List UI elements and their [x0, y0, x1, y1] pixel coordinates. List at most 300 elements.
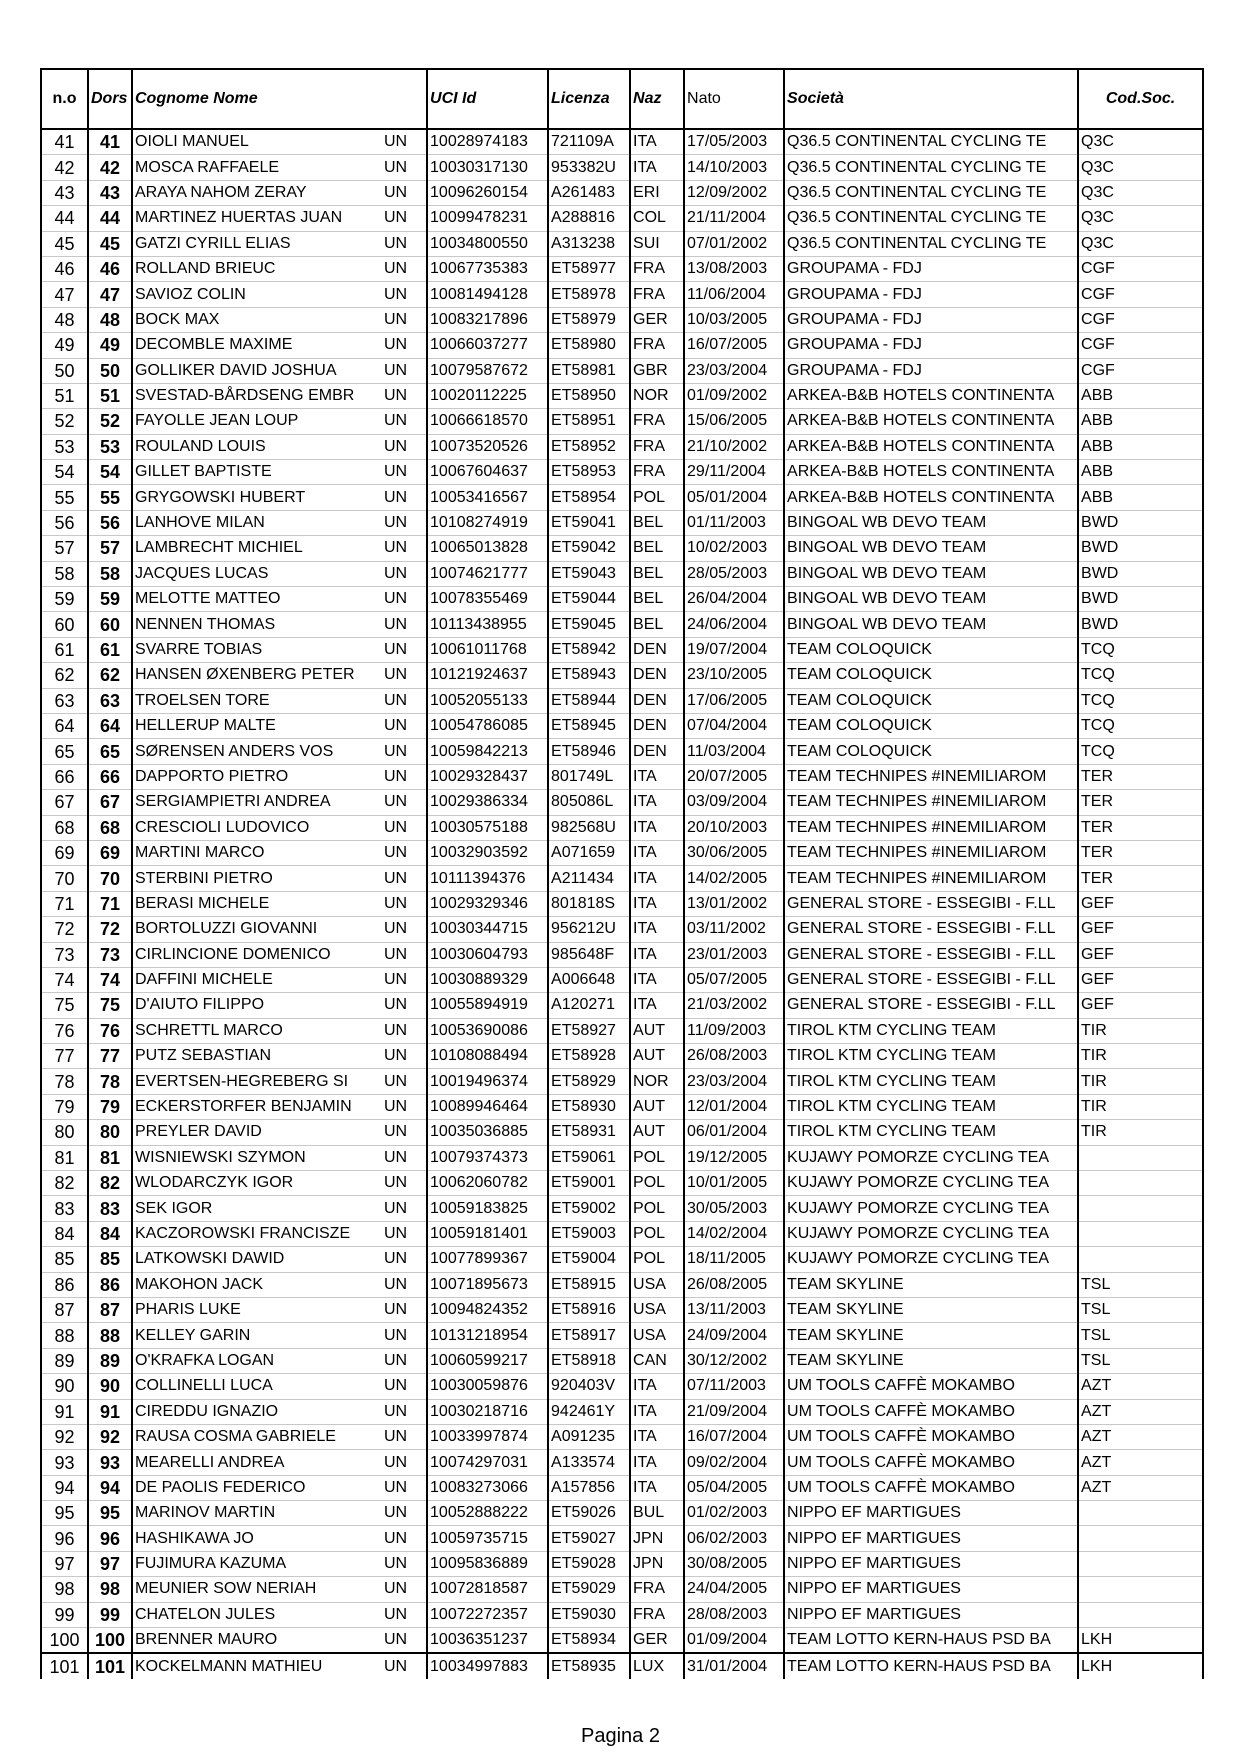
cell-naz: ITA — [630, 1450, 684, 1475]
cell-naz: AUT — [630, 1120, 684, 1145]
cell-category: UN — [382, 1399, 427, 1424]
cell-nato: 19/12/2005 — [684, 1145, 784, 1170]
cell-naz: ITA — [630, 155, 684, 180]
cell-societa: BINGOAL WB DEVO TEAM — [784, 561, 1078, 586]
cell-cod-soc: TCQ — [1078, 637, 1203, 662]
cell-cod-soc: GEF — [1078, 917, 1203, 942]
cell-naz: ITA — [630, 129, 684, 155]
table-row — [41, 333, 1203, 358]
table-row — [41, 1653, 1203, 1678]
table-row — [41, 1247, 1203, 1272]
cell-dors: 96 — [88, 1526, 132, 1551]
cell-naz: DEN — [630, 739, 684, 764]
cell-societa: GENERAL STORE - ESSEGIBI - F.LL — [784, 993, 1078, 1018]
cell-name: BERASI MICHELE — [132, 891, 382, 916]
cell-no: 99 — [41, 1602, 88, 1627]
cell-uci-id: 10059842213 — [427, 739, 548, 764]
cell-licenza: ET58979 — [548, 307, 630, 332]
table-row — [41, 510, 1203, 535]
cell-naz: JPN — [630, 1526, 684, 1551]
cell-dors: 59 — [88, 587, 132, 612]
cell-category: UN — [382, 967, 427, 992]
cell-category: UN — [382, 739, 427, 764]
cell-naz: POL — [630, 1171, 684, 1196]
cell-dors: 49 — [88, 333, 132, 358]
cell-no: 65 — [41, 739, 88, 764]
cell-category: UN — [382, 1323, 427, 1348]
cell-licenza: A120271 — [548, 993, 630, 1018]
cell-naz: POL — [630, 1145, 684, 1170]
cell-nato: 30/06/2005 — [684, 840, 784, 865]
cell-nato: 01/09/2002 — [684, 383, 784, 408]
cell-name: WISNIEWSKI SZYMON — [132, 1145, 382, 1170]
cell-societa: GENERAL STORE - ESSEGIBI - F.LL — [784, 942, 1078, 967]
cell-nato: 23/10/2005 — [684, 663, 784, 688]
cell-no: 95 — [41, 1501, 88, 1526]
cell-no: 96 — [41, 1526, 88, 1551]
cell-no: 66 — [41, 764, 88, 789]
cell-cod-soc: ABB — [1078, 409, 1203, 434]
cell-societa: TEAM TECHNIPES #INEMILIAROM — [784, 840, 1078, 865]
cell-dors: 80 — [88, 1120, 132, 1145]
cell-cod-soc: TER — [1078, 840, 1203, 865]
cell-nato: 24/09/2004 — [684, 1323, 784, 1348]
cell-naz: FRA — [630, 434, 684, 459]
cell-licenza: ET58953 — [548, 460, 630, 485]
table-row — [41, 256, 1203, 281]
cell-uci-id: 10071895673 — [427, 1272, 548, 1297]
cell-naz: NOR — [630, 383, 684, 408]
cell-cod-soc: TSL — [1078, 1297, 1203, 1322]
cell-category: UN — [382, 1602, 427, 1627]
cell-cod-soc: TER — [1078, 866, 1203, 891]
cell-dors: 66 — [88, 764, 132, 789]
cell-no: 70 — [41, 866, 88, 891]
cell-name: BOCK MAX — [132, 307, 382, 332]
cell-no: 88 — [41, 1323, 88, 1348]
cell-nato: 01/09/2004 — [684, 1628, 784, 1654]
table-row — [41, 180, 1203, 205]
cell-name: MEUNIER SOW NERIAH — [132, 1577, 382, 1602]
cell-name: HELLERUP MALTE — [132, 713, 382, 738]
cell-name: SØRENSEN ANDERS VOS — [132, 739, 382, 764]
cell-naz: POL — [630, 1247, 684, 1272]
cell-category: UN — [382, 1653, 427, 1678]
cell-no: 92 — [41, 1424, 88, 1449]
table-row — [41, 1120, 1203, 1145]
cell-nato: 21/11/2004 — [684, 206, 784, 231]
cell-naz: FRA — [630, 256, 684, 281]
cell-category: UN — [382, 1145, 427, 1170]
table-row — [41, 739, 1203, 764]
cell-category: UN — [382, 1374, 427, 1399]
cell-nato: 18/11/2005 — [684, 1247, 784, 1272]
cell-societa: TEAM COLOQUICK — [784, 637, 1078, 662]
cell-dors: 50 — [88, 358, 132, 383]
cell-cod-soc: Q3C — [1078, 155, 1203, 180]
cell-uci-id: 10089946464 — [427, 1094, 548, 1119]
table-row — [41, 1018, 1203, 1043]
cell-no: 71 — [41, 891, 88, 916]
page-footer: Pagina 2 — [581, 1725, 660, 1747]
cell-uci-id: 10036351237 — [427, 1628, 548, 1654]
cell-uci-id: 10095836889 — [427, 1551, 548, 1576]
table-row — [41, 1424, 1203, 1449]
cell-naz: POL — [630, 485, 684, 510]
cell-category: UN — [382, 1475, 427, 1500]
cell-category: UN — [382, 1450, 427, 1475]
cell-nato: 17/06/2005 — [684, 688, 784, 713]
cell-societa: NIPPO EF MARTIGUES — [784, 1551, 1078, 1576]
cell-no: 87 — [41, 1297, 88, 1322]
cell-societa: ARKEA-B&B HOTELS CONTINENTA — [784, 409, 1078, 434]
cell-societa: TEAM TECHNIPES #INEMILIAROM — [784, 764, 1078, 789]
cell-name: LATKOWSKI DAWID — [132, 1247, 382, 1272]
cell-name: WLODARCZYK IGOR — [132, 1171, 382, 1196]
cell-dors: 47 — [88, 282, 132, 307]
cell-cod-soc: TER — [1078, 790, 1203, 815]
cell-no: 101 — [41, 1653, 88, 1678]
cell-uci-id: 10053416567 — [427, 485, 548, 510]
cell-naz: ERI — [630, 180, 684, 205]
cell-nato: 13/08/2003 — [684, 256, 784, 281]
cell-naz: GER — [630, 1628, 684, 1654]
cell-cod-soc: BWD — [1078, 612, 1203, 637]
cell-category: UN — [382, 1348, 427, 1373]
table-row — [41, 917, 1203, 942]
cell-no: 53 — [41, 434, 88, 459]
cell-nato: 10/01/2005 — [684, 1171, 784, 1196]
cell-cod-soc: GEF — [1078, 993, 1203, 1018]
cell-cod-soc: TIR — [1078, 1044, 1203, 1069]
cell-licenza: ET59045 — [548, 612, 630, 637]
cell-licenza: A313238 — [548, 231, 630, 256]
cell-societa: ARKEA-B&B HOTELS CONTINENTA — [784, 485, 1078, 510]
cell-category: UN — [382, 1272, 427, 1297]
cell-uci-id: 10029386334 — [427, 790, 548, 815]
cell-licenza: 982568U — [548, 815, 630, 840]
cell-cod-soc: Q3C — [1078, 231, 1203, 256]
table-row — [41, 790, 1203, 815]
cell-cod-soc: AZT — [1078, 1399, 1203, 1424]
cell-no: 90 — [41, 1374, 88, 1399]
cell-uci-id: 10121924637 — [427, 663, 548, 688]
cell-licenza: A288816 — [548, 206, 630, 231]
cell-nato: 12/01/2004 — [684, 1094, 784, 1119]
cell-no: 80 — [41, 1120, 88, 1145]
table-row — [41, 536, 1203, 561]
cell-name: GILLET BAPTISTE — [132, 460, 382, 485]
table-row — [41, 1323, 1203, 1348]
cell-societa: TEAM TECHNIPES #INEMILIAROM — [784, 790, 1078, 815]
cell-no: 60 — [41, 612, 88, 637]
cell-name: PHARIS LUKE — [132, 1297, 382, 1322]
cell-cod-soc — [1078, 1551, 1203, 1576]
table-row — [41, 891, 1203, 916]
table-row — [41, 485, 1203, 510]
cell-nato: 24/04/2005 — [684, 1577, 784, 1602]
cell-licenza: A157856 — [548, 1475, 630, 1500]
cell-uci-id: 10072272357 — [427, 1602, 548, 1627]
cell-societa: UM TOOLS CAFFÈ MOKAMBO — [784, 1424, 1078, 1449]
cell-licenza: 801818S — [548, 891, 630, 916]
cell-licenza: ET58945 — [548, 713, 630, 738]
cell-no: 42 — [41, 155, 88, 180]
table-row — [41, 688, 1203, 713]
cell-nato: 20/10/2003 — [684, 815, 784, 840]
cell-no: 47 — [41, 282, 88, 307]
cell-societa: Q36.5 CONTINENTAL CYCLING TE — [784, 180, 1078, 205]
cell-societa: GENERAL STORE - ESSEGIBI - F.LL — [784, 917, 1078, 942]
cell-dors: 51 — [88, 383, 132, 408]
cell-dors: 76 — [88, 1018, 132, 1043]
cell-uci-id: 10096260154 — [427, 180, 548, 205]
cell-societa: GROUPAMA - FDJ — [784, 282, 1078, 307]
cell-cod-soc: GEF — [1078, 891, 1203, 916]
table-row — [41, 1171, 1203, 1196]
table-row — [41, 206, 1203, 231]
cell-category: UN — [382, 713, 427, 738]
cell-category: UN — [382, 409, 427, 434]
cell-dors: 83 — [88, 1196, 132, 1221]
table-body — [41, 129, 1203, 1679]
cell-nato: 21/09/2004 — [684, 1399, 784, 1424]
cell-no: 72 — [41, 917, 88, 942]
cell-uci-id: 10030604793 — [427, 942, 548, 967]
cell-societa: UM TOOLS CAFFÈ MOKAMBO — [784, 1374, 1078, 1399]
cell-nato: 29/11/2004 — [684, 460, 784, 485]
header-dors: Dors — [88, 69, 132, 129]
cell-cod-soc: BWD — [1078, 587, 1203, 612]
cell-societa: KUJAWY POMORZE CYCLING TEA — [784, 1221, 1078, 1246]
cell-dors: 91 — [88, 1399, 132, 1424]
cell-category: UN — [382, 333, 427, 358]
cell-no: 67 — [41, 790, 88, 815]
cell-name: MEARELLI ANDREA — [132, 1450, 382, 1475]
cell-nato: 16/07/2004 — [684, 1424, 784, 1449]
table-row — [41, 155, 1203, 180]
cell-category: UN — [382, 1094, 427, 1119]
cell-societa: TEAM LOTTO KERN-HAUS PSD BA — [784, 1628, 1078, 1654]
cell-cod-soc: GEF — [1078, 967, 1203, 992]
cell-dors: 70 — [88, 866, 132, 891]
table-row — [41, 460, 1203, 485]
cell-dors: 57 — [88, 536, 132, 561]
cell-category: UN — [382, 206, 427, 231]
cell-societa: KUJAWY POMORZE CYCLING TEA — [784, 1145, 1078, 1170]
cell-no: 44 — [41, 206, 88, 231]
table-row — [41, 282, 1203, 307]
table-row — [41, 612, 1203, 637]
cell-no: 64 — [41, 713, 88, 738]
cell-societa: Q36.5 CONTINENTAL CYCLING TE — [784, 231, 1078, 256]
cell-cod-soc: BWD — [1078, 561, 1203, 586]
cell-licenza: 953382U — [548, 155, 630, 180]
cell-nato: 17/05/2003 — [684, 129, 784, 155]
cell-uci-id: 10113438955 — [427, 612, 548, 637]
cell-societa: Q36.5 CONTINENTAL CYCLING TE — [784, 155, 1078, 180]
cell-name: MARTINI MARCO — [132, 840, 382, 865]
riders-table-container — [40, 68, 1202, 1679]
cell-nato: 03/09/2004 — [684, 790, 784, 815]
table-row — [41, 231, 1203, 256]
cell-dors: 46 — [88, 256, 132, 281]
cell-category: UN — [382, 485, 427, 510]
cell-naz: FRA — [630, 409, 684, 434]
cell-dors: 78 — [88, 1069, 132, 1094]
cell-nato: 07/11/2003 — [684, 1374, 784, 1399]
cell-name: KELLEY GARIN — [132, 1323, 382, 1348]
cell-category: UN — [382, 942, 427, 967]
table-row — [41, 587, 1203, 612]
cell-licenza: 805086L — [548, 790, 630, 815]
cell-category: UN — [382, 612, 427, 637]
cell-cod-soc — [1078, 1602, 1203, 1627]
cell-category: UN — [382, 383, 427, 408]
cell-societa: Q36.5 CONTINENTAL CYCLING TE — [784, 206, 1078, 231]
cell-category: UN — [382, 840, 427, 865]
cell-societa: TEAM COLOQUICK — [784, 713, 1078, 738]
cell-cod-soc — [1078, 1501, 1203, 1526]
cell-societa: TEAM COLOQUICK — [784, 688, 1078, 713]
cell-dors: 79 — [88, 1094, 132, 1119]
cell-no: 81 — [41, 1145, 88, 1170]
cell-naz: ITA — [630, 942, 684, 967]
cell-dors: 62 — [88, 663, 132, 688]
cell-nato: 28/05/2003 — [684, 561, 784, 586]
cell-nato: 20/07/2005 — [684, 764, 784, 789]
cell-societa: TIROL KTM CYCLING TEAM — [784, 1018, 1078, 1043]
table-row — [41, 866, 1203, 891]
table-row — [41, 840, 1203, 865]
table-row — [41, 942, 1203, 967]
cell-category: UN — [382, 1221, 427, 1246]
cell-uci-id: 10094824352 — [427, 1297, 548, 1322]
cell-name: MAKOHON JACK — [132, 1272, 382, 1297]
cell-no: 62 — [41, 663, 88, 688]
header-societa: Società — [784, 69, 1078, 129]
cell-licenza: ET58918 — [548, 1348, 630, 1373]
cell-naz: FRA — [630, 333, 684, 358]
cell-naz: FRA — [630, 282, 684, 307]
cell-licenza: A006648 — [548, 967, 630, 992]
cell-category: UN — [382, 815, 427, 840]
cell-cod-soc: TIR — [1078, 1094, 1203, 1119]
cell-uci-id: 10061011768 — [427, 637, 548, 662]
cell-name: KACZOROWSKI FRANCISZE — [132, 1221, 382, 1246]
cell-nato: 16/07/2005 — [684, 333, 784, 358]
cell-naz: BEL — [630, 612, 684, 637]
cell-licenza: ET58929 — [548, 1069, 630, 1094]
cell-licenza: ET59004 — [548, 1247, 630, 1272]
cell-nato: 11/06/2004 — [684, 282, 784, 307]
cell-licenza: ET58934 — [548, 1628, 630, 1654]
cell-dors: 92 — [88, 1424, 132, 1449]
cell-category: UN — [382, 1424, 427, 1449]
cell-category: UN — [382, 561, 427, 586]
cell-nato: 23/03/2004 — [684, 358, 784, 383]
cell-uci-id: 10030344715 — [427, 917, 548, 942]
cell-no: 48 — [41, 307, 88, 332]
cell-category: UN — [382, 764, 427, 789]
cell-category: UN — [382, 866, 427, 891]
cell-cod-soc: TIR — [1078, 1069, 1203, 1094]
cell-licenza: ET59030 — [548, 1602, 630, 1627]
cell-dors: 93 — [88, 1450, 132, 1475]
cell-name: CIREDDU IGNAZIO — [132, 1399, 382, 1424]
cell-dors: 89 — [88, 1348, 132, 1373]
cell-cod-soc: TCQ — [1078, 688, 1203, 713]
table-row — [41, 307, 1203, 332]
cell-dors: 53 — [88, 434, 132, 459]
cell-name: KOCKELMANN MATHIEU — [132, 1653, 382, 1678]
cell-name: SCHRETTL MARCO — [132, 1018, 382, 1043]
cell-licenza: ET59044 — [548, 587, 630, 612]
cell-licenza: ET58916 — [548, 1297, 630, 1322]
cell-cod-soc: AZT — [1078, 1424, 1203, 1449]
cell-naz: GER — [630, 307, 684, 332]
cell-name: ARAYA NAHOM ZERAY — [132, 180, 382, 205]
cell-licenza: ET58935 — [548, 1653, 630, 1678]
cell-name: GATZI CYRILL ELIAS — [132, 231, 382, 256]
cell-category: UN — [382, 1018, 427, 1043]
cell-category: UN — [382, 460, 427, 485]
cell-licenza: ET59042 — [548, 536, 630, 561]
cell-category: UN — [382, 891, 427, 916]
cell-cod-soc: AZT — [1078, 1374, 1203, 1399]
cell-category: UN — [382, 231, 427, 256]
cell-no: 98 — [41, 1577, 88, 1602]
cell-nato: 07/01/2002 — [684, 231, 784, 256]
cell-uci-id: 10030889329 — [427, 967, 548, 992]
table-row — [41, 1399, 1203, 1424]
cell-nato: 13/01/2002 — [684, 891, 784, 916]
cell-uci-id: 10078355469 — [427, 587, 548, 612]
cell-nato: 23/03/2004 — [684, 1069, 784, 1094]
cell-dors: 69 — [88, 840, 132, 865]
cell-cod-soc: Q3C — [1078, 180, 1203, 205]
cell-naz: DEN — [630, 713, 684, 738]
cell-societa: TEAM TECHNIPES #INEMILIAROM — [784, 866, 1078, 891]
cell-dors: 45 — [88, 231, 132, 256]
cell-cod-soc: AZT — [1078, 1450, 1203, 1475]
cell-dors: 61 — [88, 637, 132, 662]
cell-uci-id: 10059183825 — [427, 1196, 548, 1221]
cell-cod-soc: ABB — [1078, 434, 1203, 459]
cell-naz: POL — [630, 1196, 684, 1221]
cell-uci-id: 10052888222 — [427, 1501, 548, 1526]
cell-dors: 101 — [88, 1653, 132, 1678]
table-row — [41, 1044, 1203, 1069]
cell-licenza: ET59002 — [548, 1196, 630, 1221]
cell-no: 57 — [41, 536, 88, 561]
cell-uci-id: 10077899367 — [427, 1247, 548, 1272]
table-row — [41, 561, 1203, 586]
cell-cod-soc — [1078, 1196, 1203, 1221]
cell-nato: 30/05/2003 — [684, 1196, 784, 1221]
cell-licenza: A211434 — [548, 866, 630, 891]
cell-uci-id: 10030059876 — [427, 1374, 548, 1399]
cell-no: 74 — [41, 967, 88, 992]
cell-category: UN — [382, 1577, 427, 1602]
table-row — [41, 1501, 1203, 1526]
cell-uci-id: 10111394376 — [427, 866, 548, 891]
cell-name: DECOMBLE MAXIME — [132, 333, 382, 358]
cell-nato: 30/08/2005 — [684, 1551, 784, 1576]
cell-category: UN — [382, 688, 427, 713]
cell-name: MARTINEZ HUERTAS JUAN — [132, 206, 382, 231]
cell-societa: BINGOAL WB DEVO TEAM — [784, 612, 1078, 637]
